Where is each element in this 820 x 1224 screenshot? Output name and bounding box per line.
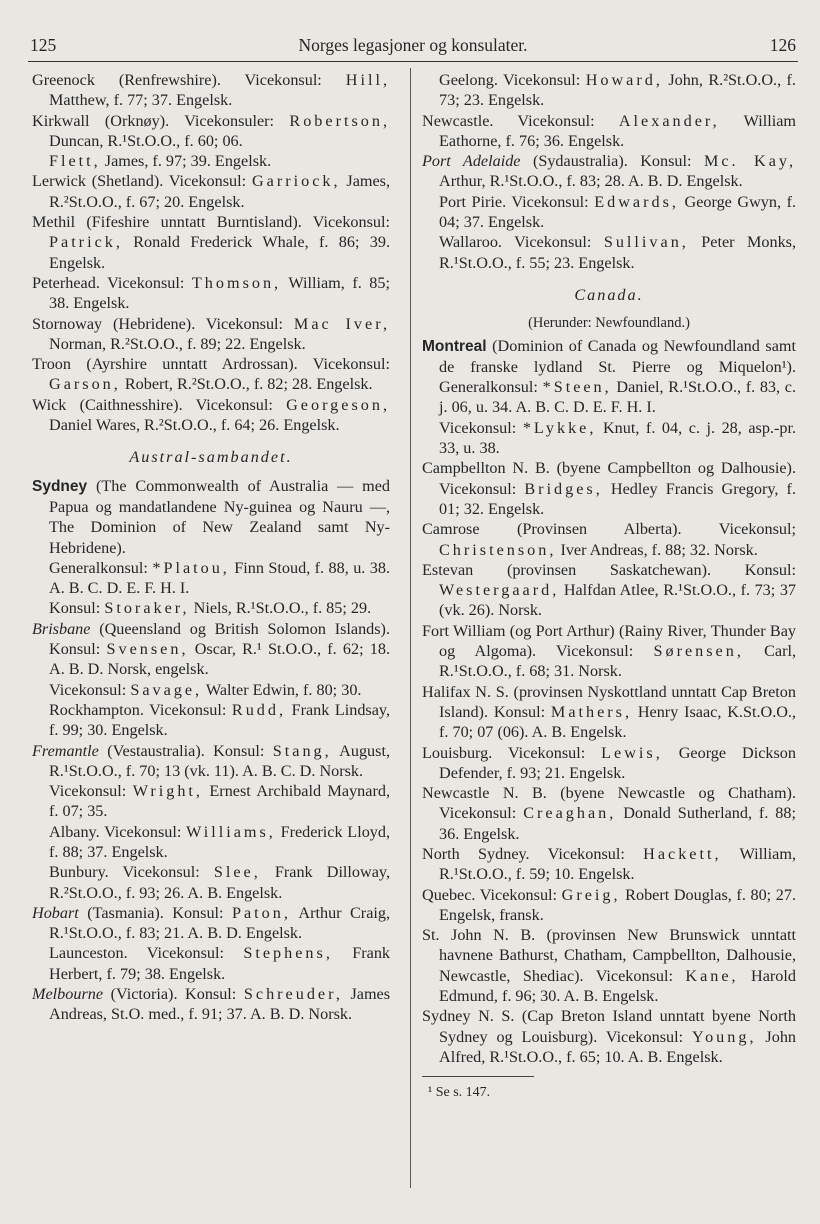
entry-jurisdiction: (Tasmania). Konsul:	[87, 903, 224, 922]
entry-jurisdiction: (Queensland og British Solomon Islands). Konsul:	[49, 619, 390, 659]
entry-place: Louisburg. Vicekonsul:	[422, 743, 586, 762]
consul-name: Williams,	[186, 822, 276, 841]
entry-campbellton	[422, 458, 796, 519]
footnote-rule	[422, 1076, 534, 1077]
entry-place: Wick (Caithnesshire). Vicekonsul:	[32, 395, 273, 414]
entry-jurisdiction: (Sydaustralia). Konsul:	[532, 152, 692, 171]
entry-details: Frank Lindsay, f. 99; 30. Engelsk.	[49, 700, 391, 740]
entry-details: George Dickson Defender, f. 93; 21. Engelsk.	[439, 743, 796, 782]
entry-montreal	[422, 336, 796, 418]
entry-brisbane	[32, 619, 390, 680]
entry-newcastle-nb	[422, 783, 796, 844]
entry-details: Niels, R.¹St.O.O., f. 85; 29.	[193, 599, 372, 618]
entry-sydney-konsul	[32, 598, 390, 618]
entry-details: Ernest Archibald Maynard, f. 07; 35.	[49, 782, 390, 821]
entry-details: James Andreas, St.O. med., f. 91; 37. A. B. D. Norsk.	[49, 985, 391, 1024]
consul-name: Creaghan,	[523, 804, 617, 823]
consul-name: Sørensen,	[653, 642, 744, 661]
entry-details: Arthur, R.¹St.O.O., f. 83; 28. A. B. D. Engelsk.	[439, 172, 743, 191]
entry-louisburg	[422, 743, 796, 784]
role-label: Konsul:	[49, 599, 101, 618]
consul-name: Mathers,	[550, 702, 633, 721]
section-heading-canada: Canada.	[574, 285, 644, 304]
entry-details: Robert, R.²St.O.O., f. 82; 28. Engelsk.	[124, 375, 373, 394]
entry-place: Camrose (Provinsen Alberta). Vicekonsul;	[422, 520, 796, 539]
entry-details: Daniel, R.¹St.O.O., f. 83, c. j. 06, u. 34. A. B. C. D. E. F. H. I.	[439, 378, 796, 417]
entry-details: Iver Andreas, f. 88; 32. Norsk.	[560, 540, 758, 559]
section-subheading: (Herunder: Newfoundland.)	[528, 315, 690, 332]
entry-albany	[32, 822, 390, 863]
entry-details: James, R.²St.O.O., f. 67; 20. Engelsk.	[49, 172, 390, 211]
entry-methil	[32, 212, 390, 273]
entry-details: William, R.¹St.O.O., f. 59; 10. Engelsk.	[439, 844, 796, 884]
running-title: Norges legasjoner og konsulater.	[298, 35, 528, 55]
consul-name: Georgeson,	[286, 395, 390, 414]
consul-name: Paton,	[231, 903, 291, 922]
consul-name: Kane,	[685, 966, 739, 985]
footnote: ¹ Se s. 147.	[428, 1085, 491, 1101]
entry-details: Ronald Frederick Whale, f. 86; 39. Engelsk.	[49, 233, 390, 272]
entry-place: Greenock (Renfrewshire). Vicekonsul:	[32, 71, 322, 89]
consul-name: Wright,	[132, 782, 203, 801]
entry-details: Norman, R.²St.O.O., f. 89; 22. Engelsk.	[49, 334, 306, 353]
entry-place: Halifax N. S. (provinsen Nyskottland unntatt Cap Breton Island). Konsul:	[422, 682, 796, 721]
entry-place: Methil (Fifeshire unntatt Burntisland). Vicekonsul:	[32, 213, 390, 232]
entry-place: Quebec. Vicekonsul:	[422, 885, 558, 904]
consul-name: Rudd,	[231, 700, 287, 719]
entry-details: Robert Douglas, f. 80; 27. Engelsk, fransk.	[439, 885, 796, 924]
entry-fremantle-vicekonsul	[32, 781, 390, 822]
consul-name: Greig,	[561, 885, 621, 904]
entry-place: Albany. Vicekonsul:	[49, 822, 182, 841]
consul-name: Edwards,	[594, 192, 679, 211]
entry-place: Troon (Ayrshire unntatt Ardrossan). Vicekonsul:	[32, 355, 390, 374]
entry-details: George Gwyn, f. 04; 37. Engelsk.	[439, 192, 797, 232]
entry-kirkwall	[32, 111, 390, 152]
consul-name: Stang,	[272, 741, 332, 760]
entry-camrose	[422, 519, 796, 560]
entry-kirkwall-flett	[32, 151, 390, 171]
entry-quebec	[422, 885, 796, 926]
entry-wallaroo	[422, 232, 796, 273]
entry-place: Brisbane	[32, 619, 91, 638]
entry-details: Finn Stoud, f. 88, u. 38. A. B. C. D. E. F. H. I.	[49, 558, 391, 598]
entry-place: Launceston. Vicekonsul:	[49, 944, 224, 963]
entry-place: Hobart	[32, 903, 79, 922]
entry-troon	[32, 354, 390, 395]
entry-north-sydney	[422, 844, 796, 885]
page-number-left: 125	[30, 35, 57, 55]
entry-place: Bunbury. Vicekonsul:	[49, 863, 200, 882]
entry-place: Fort William (og Port Arthur) (Rainy River, Thunder Bay og Algoma). Vicekonsul:	[422, 621, 796, 661]
entry-details: August, R.¹St.O.O., f. 70; 13 (vk. 11). A. B. C. D. Norsk.	[49, 741, 390, 780]
entry-place: Sydney	[32, 477, 88, 495]
entry-wick	[32, 395, 390, 436]
entry-place: Newcastle. Vicekonsul:	[422, 111, 595, 130]
entry-details: Carl, R.¹St.O.O., f. 68; 31. Norsk.	[439, 642, 797, 681]
entry-place: Peterhead. Vicekonsul:	[32, 273, 185, 292]
role-label: Vicekonsul:	[439, 418, 517, 437]
consul-name: Schreuder,	[243, 985, 343, 1004]
entry-peterhead	[32, 273, 390, 314]
consul-name: Westergaard,	[439, 581, 560, 600]
entry-details: Oscar, R.¹ St.O.O., f. 62; 18. A. B. D. Norsk, engelsk.	[49, 640, 391, 679]
entry-details: Halfdan Atlee, R.¹St.O.O., f. 73; 37 (vk. 26). Norsk.	[439, 581, 797, 620]
consul-name: *Platou,	[152, 558, 230, 577]
entry-launceston	[32, 943, 390, 984]
entry-halifax	[422, 682, 796, 743]
entry-details: Frederick Lloyd, f. 88; 37. Engelsk.	[49, 822, 391, 861]
entry-place: Estevan (provinsen Saskatchewan). Konsul:	[422, 560, 796, 579]
entry-place: North Sydney. Vicekonsul:	[422, 844, 625, 863]
consul-name: Howard,	[585, 71, 663, 89]
consul-name: Sullivan,	[603, 233, 689, 252]
role-label: Generalkonsul:	[49, 558, 148, 577]
header-rule	[28, 61, 798, 62]
entry-details: Peter Monks, R.¹St.O.O., f. 55; 23. Engelsk.	[439, 233, 797, 272]
entry-details: Frank Herbert, f. 79; 38. Engelsk.	[49, 944, 391, 983]
consul-name: Mac Iver,	[293, 314, 390, 333]
entry-place: Fremantle	[32, 741, 99, 760]
entry-place: Melbourne	[32, 985, 104, 1004]
entry-rockhampton	[32, 700, 390, 741]
entry-details: Knut, f. 04, c. j. 28, asp.-pr. 33, u. 38.	[439, 418, 796, 458]
role-label: Vicekonsul:	[49, 782, 127, 801]
consul-name: Thomson,	[191, 273, 282, 292]
entry-place: Newcastle N. B. (byene Newcastle og Chatham). Vicekonsul:	[422, 784, 796, 823]
entry-details: Walter Edwin, f. 80; 30.	[205, 680, 362, 699]
consul-name: Young,	[692, 1027, 757, 1046]
entry-sydney	[32, 476, 390, 558]
entry-details: (The Commonwealth of Australia — med Papua og mandatlandene Ny-guinea og Nauru —, The Dominion of New Zealand samt Ny-Hebridene).	[49, 476, 391, 557]
entry-details: William, f. 85; 38. Engelsk.	[49, 273, 390, 313]
consul-name: Bridges,	[524, 479, 603, 498]
page-number-right: 126	[769, 35, 796, 55]
entry-place: Kirkwall (Orknøy). Vicekonsuler:	[32, 111, 275, 130]
entry-details: Henry Isaac, K.St.O.O., f. 70; 07 (06). A. B. Engelsk.	[439, 702, 797, 742]
column-divider	[410, 68, 411, 1188]
consul-name: Robertson,	[289, 111, 390, 130]
entry-details: John Alfred, R.¹St.O.O., f. 65; 10. A. B. Engelsk.	[439, 1027, 797, 1066]
consul-name: Patrick,	[49, 233, 123, 252]
entry-geelong	[422, 70, 796, 111]
entry-place: Port Adelaide	[422, 152, 521, 171]
entry-place: St. John N. B. (provinsen New Brunswick unntatt havnene Bathurst, Chatham, Campbellton, Dalhousie, Newcastle, Shediac). Vicekonsul:	[422, 926, 796, 985]
consul-name: Svensen,	[106, 640, 189, 659]
consul-name: *Lykke,	[522, 418, 597, 437]
entry-place: Geelong. Vicekonsul:	[439, 71, 581, 89]
entry-place: Port Pirie. Vicekonsul:	[439, 192, 589, 211]
consul-name: Stephens,	[243, 944, 333, 963]
entry-lerwick	[32, 171, 390, 212]
entry-details: Donald Sutherland, f. 88; 36. Engelsk.	[439, 804, 796, 843]
entry-brisbane-vicekonsul	[32, 680, 390, 700]
consul-name: Christenson,	[439, 540, 557, 559]
consul-name: Mc. Kay,	[703, 152, 797, 171]
entry-hobart	[32, 903, 390, 944]
entry-place: Sydney N. S. (Cap Breton Island unntatt byene North Sydney og Louisburg). Vicekonsul:	[422, 1007, 796, 1046]
entry-sydney-ns	[422, 1006, 796, 1067]
entry-details: John, R.²St.O.O., f. 73; 23. Engelsk.	[439, 71, 796, 110]
entry-fort-william	[422, 621, 796, 682]
entry-details: William Eathorne, f. 76; 36. Engelsk.	[439, 111, 796, 150]
entry-bunbury	[32, 862, 390, 903]
entry-melbourne	[32, 984, 390, 1025]
entry-place: Wallaroo. Vicekonsul:	[439, 233, 592, 252]
page-header	[30, 34, 796, 56]
entry-details: Matthew, f. 77; 37. Engelsk.	[49, 91, 233, 110]
entry-place: Rockhampton. Vicekonsul:	[49, 700, 227, 719]
right-column	[422, 70, 796, 1104]
entry-port-adelaide	[422, 151, 796, 192]
entry-details: Duncan, R.¹St.O.O., f. 60; 06.	[49, 131, 243, 150]
entry-place: Campbellton N. B. (byene Campbellton og Dalhousie). Vicekonsul:	[422, 459, 796, 498]
entry-details: Daniel Wares, R.²St.O.O., f. 64; 26. Engelsk.	[49, 416, 340, 435]
consul-name: Savage,	[130, 680, 203, 699]
entry-details: Frank Dilloway, R.²St.O.O., f. 93; 26. A. B. Engelsk.	[49, 863, 390, 902]
entry-place: Montreal	[422, 337, 487, 355]
entry-place: Stornoway (Hebridene). Vicekonsul:	[32, 314, 284, 333]
entry-newcastle	[422, 111, 796, 152]
entry-details: James, f. 97; 39. Engelsk.	[104, 152, 272, 171]
consul-name: Hackett,	[643, 844, 722, 863]
consul-name: *Steen,	[542, 378, 612, 397]
entry-jurisdiction: (Dominion of Canada og Newfoundland samt de franske lydland St. Pierre og Miquelon¹). Generalkonsul:	[439, 336, 796, 397]
entry-port-pirie	[422, 192, 796, 233]
consul-name: Slee,	[213, 863, 261, 882]
entry-st-john	[422, 925, 796, 1006]
left-column	[32, 70, 390, 1025]
entry-jurisdiction: (Vestaustralia). Konsul:	[107, 741, 265, 760]
entry-place: Lerwick (Shetland). Vicekonsul:	[32, 172, 247, 191]
entry-details: Harold Edmund, f. 96; 30. A. B. Engelsk.	[439, 966, 796, 1006]
consul-name: Lewis,	[601, 743, 663, 762]
section-heading-australia: Austral-sambandet.	[129, 448, 293, 467]
consul-name: Storaker,	[104, 599, 190, 618]
entry-jurisdiction: (Victoria). Konsul:	[110, 985, 237, 1004]
entry-stornoway	[32, 314, 390, 355]
consul-name: Alexander,	[618, 111, 720, 130]
consul-name: Garson,	[49, 375, 121, 394]
entry-estevan	[422, 560, 796, 621]
entry-montreal-vicekonsul	[422, 418, 796, 459]
entry-details: Hedley Francis Gregory, f. 01; 32. Engelsk.	[439, 479, 796, 518]
entry-fremantle	[32, 741, 390, 782]
consul-name: Hill,	[345, 71, 390, 89]
role-label: Vicekonsul:	[49, 680, 127, 699]
entry-greenock	[32, 70, 390, 111]
entry-details: Arthur Craig, R.¹St.O.O., f. 83; 21. A. B. D. Engelsk.	[49, 903, 391, 943]
consul-name: Garriock,	[251, 172, 341, 191]
entry-sydney-generalkonsul	[32, 558, 390, 599]
consul-name: Flett,	[49, 152, 101, 171]
